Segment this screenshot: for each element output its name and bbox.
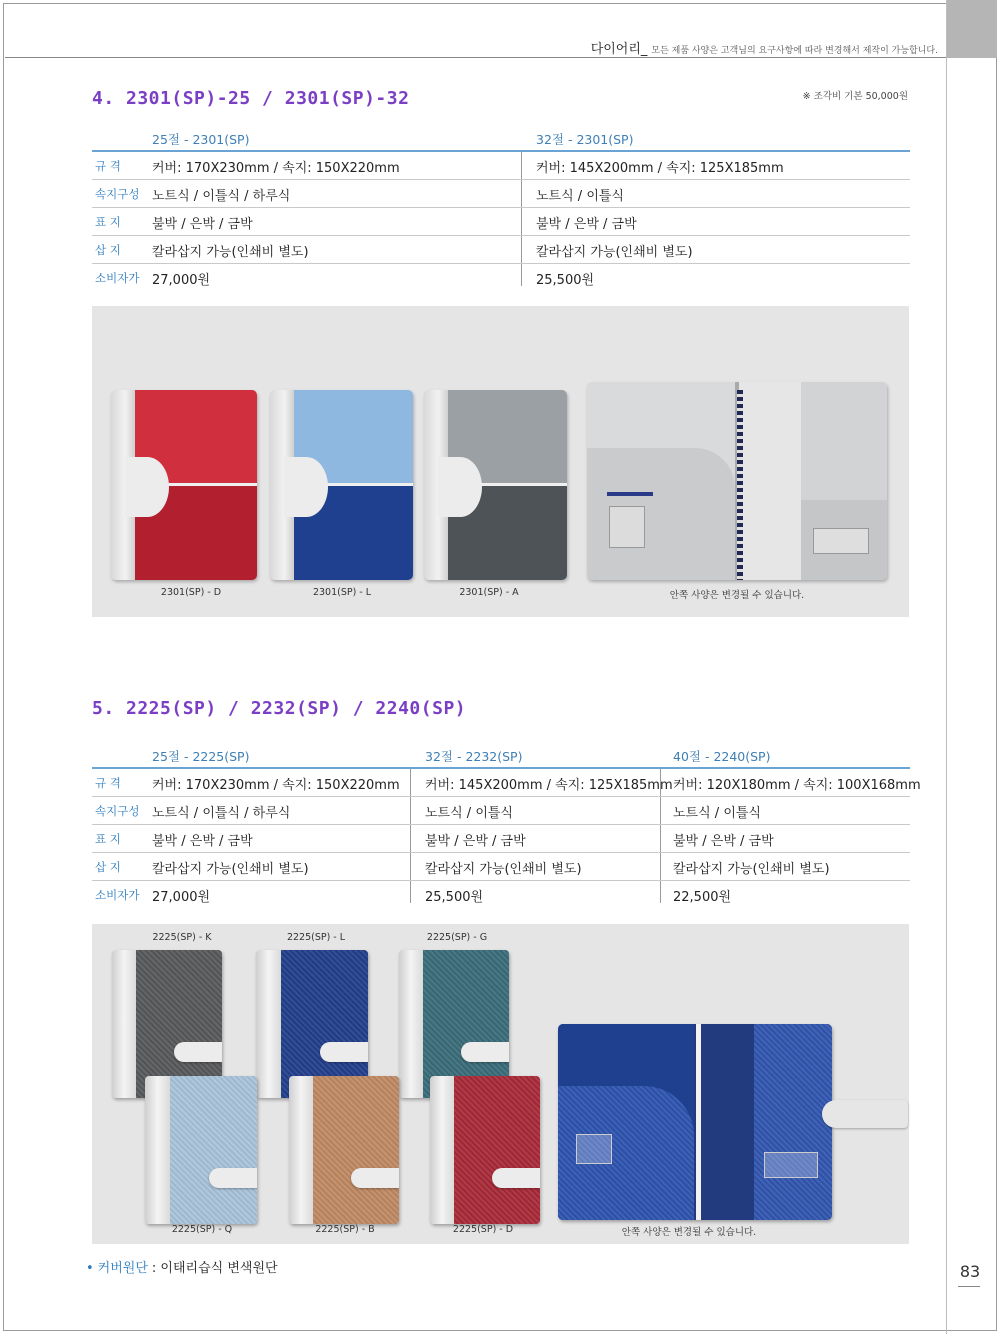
- cell: 27,000원: [152, 273, 211, 288]
- cell: 25,500원: [536, 273, 595, 288]
- page-number: 83: [959, 1262, 981, 1281]
- table-row: [92, 797, 910, 825]
- cell: 커버: 145X200mm / 속지: 125X185mm: [536, 161, 784, 176]
- caption: 2301(SP) - L: [312, 587, 372, 598]
- section4-title: 4. 2301(SP)-25 / 2301(SP)-32: [92, 88, 410, 109]
- product-image-2225-q: [145, 1076, 257, 1224]
- cell: 노트식 / 이틀식: [536, 189, 624, 204]
- table-row: [92, 208, 910, 236]
- cell: 27,000원: [152, 890, 211, 905]
- header-rule: [5, 57, 946, 58]
- table-row: [92, 769, 921, 797]
- fabric-footnote: [86, 1257, 278, 1276]
- row-label: 소비자가: [95, 271, 140, 285]
- header-category: 다이어리_: [590, 42, 648, 57]
- bullet: •: [86, 1261, 94, 1276]
- cell: 칼라삽지 가능(인쇄비 별도): [152, 245, 309, 260]
- row-label: 속지구성: [95, 187, 140, 201]
- caption: 2225(SP) - Q: [171, 1224, 233, 1235]
- row-label: 표 지: [95, 215, 121, 229]
- cell: 불박 / 은박 / 금박: [152, 834, 253, 849]
- section4-note: ※ 조각비 기본 50,000원: [802, 91, 908, 102]
- section5-product-photo: [92, 924, 909, 1244]
- col-header: 32절 - 2232(SP): [425, 749, 523, 764]
- cell: 22,500원: [673, 890, 732, 905]
- cell: 커버: 120X180mm / 속지: 100X168mm: [673, 778, 921, 793]
- cell: 노트식 / 이틀식 / 하루식: [152, 189, 291, 204]
- page-number-rule: [958, 1286, 980, 1287]
- table-row: [92, 853, 910, 881]
- cell: 칼라삽지 가능(인쇄비 별도): [152, 862, 309, 877]
- section5-spec-table: [92, 747, 921, 907]
- caption: 2225(SP) - G: [426, 932, 488, 943]
- footnote-key: 커버원단: [97, 1261, 148, 1276]
- row-label: 규 격: [95, 159, 121, 173]
- cell: 노트식 / 이틀식: [425, 806, 513, 821]
- col-header: 25절 - 2225(SP): [152, 749, 250, 764]
- caption: 2301(SP) - D: [160, 587, 222, 598]
- row-label: 삽 지: [95, 243, 121, 257]
- caption: 안쪽 사양은 변경될 수 있습니다.: [669, 590, 805, 601]
- product-image-2301-inside: [587, 382, 887, 580]
- caption: 2301(SP) - A: [459, 587, 519, 598]
- col-header: 32절 - 2301(SP): [536, 132, 634, 147]
- footnote-value: : 이태리습식 변색원단: [151, 1261, 278, 1276]
- row-label: 표 지: [95, 832, 121, 846]
- section5-title: 5. 2225(SP) / 2232(SP) / 2240(SP): [92, 698, 467, 719]
- cell: 칼라삽지 가능(인쇄비 별도): [425, 862, 582, 877]
- cell: 노트식 / 이틀식: [673, 806, 761, 821]
- col-header: 40절 - 2240(SP): [673, 749, 771, 764]
- caption: 2225(SP) - D: [452, 1224, 514, 1235]
- cell: 불박 / 은박 / 금박: [152, 217, 253, 232]
- col-header: 25절 - 2301(SP): [152, 132, 250, 147]
- caption: 2225(SP) - B: [315, 1224, 375, 1235]
- caption: 2225(SP) - K: [152, 932, 212, 943]
- table-row: [92, 236, 910, 264]
- table-row: [92, 180, 910, 208]
- side-tab: [947, 0, 997, 58]
- cell: 칼라삽지 가능(인쇄비 별도): [536, 245, 693, 260]
- row-label: 규 격: [95, 776, 121, 790]
- page-header: [591, 38, 938, 57]
- row-label: 삽 지: [95, 860, 121, 874]
- cell: 불박 / 은박 / 금박: [536, 217, 637, 232]
- product-image-2301-d: [111, 390, 257, 580]
- section4-product-photo: [92, 306, 909, 617]
- table-row: [92, 881, 910, 909]
- header-notice: 모든 제품 사양은 고객님의 요구사항에 따라 변경해서 제작이 가능합니다.: [651, 46, 938, 56]
- inside-closure-tab: [822, 1100, 908, 1128]
- product-image-2301-a: [424, 390, 567, 580]
- table-row: [92, 264, 910, 292]
- caption: 2225(SP) - L: [286, 932, 346, 943]
- side-divider: [946, 0, 947, 1334]
- cell: 노트식 / 이틀식 / 하루식: [152, 806, 291, 821]
- table-row: [92, 825, 910, 853]
- cell: 칼라삽지 가능(인쇄비 별도): [673, 862, 830, 877]
- row-label: 속지구성: [95, 804, 140, 818]
- row-label: 소비자가: [95, 888, 140, 902]
- product-image-2225-b: [289, 1076, 399, 1224]
- caption: 안쪽 사양은 변경될 수 있습니다.: [621, 1227, 757, 1238]
- cell: 커버: 170X230mm / 속지: 150X220mm: [152, 161, 400, 176]
- product-image-2225-d: [430, 1076, 540, 1224]
- cell: 커버: 145X200mm / 속지: 125X185mm: [425, 778, 673, 793]
- section4-spec-table: [92, 130, 910, 290]
- cell: 25,500원: [425, 890, 484, 905]
- cell: 커버: 170X230mm / 속지: 150X220mm: [152, 778, 400, 793]
- product-image-2225-inside: [558, 1024, 832, 1220]
- cell: 불박 / 은박 / 금박: [425, 834, 526, 849]
- product-image-2301-l: [270, 390, 413, 580]
- table-row: [92, 152, 910, 180]
- cell: 불박 / 은박 / 금박: [673, 834, 774, 849]
